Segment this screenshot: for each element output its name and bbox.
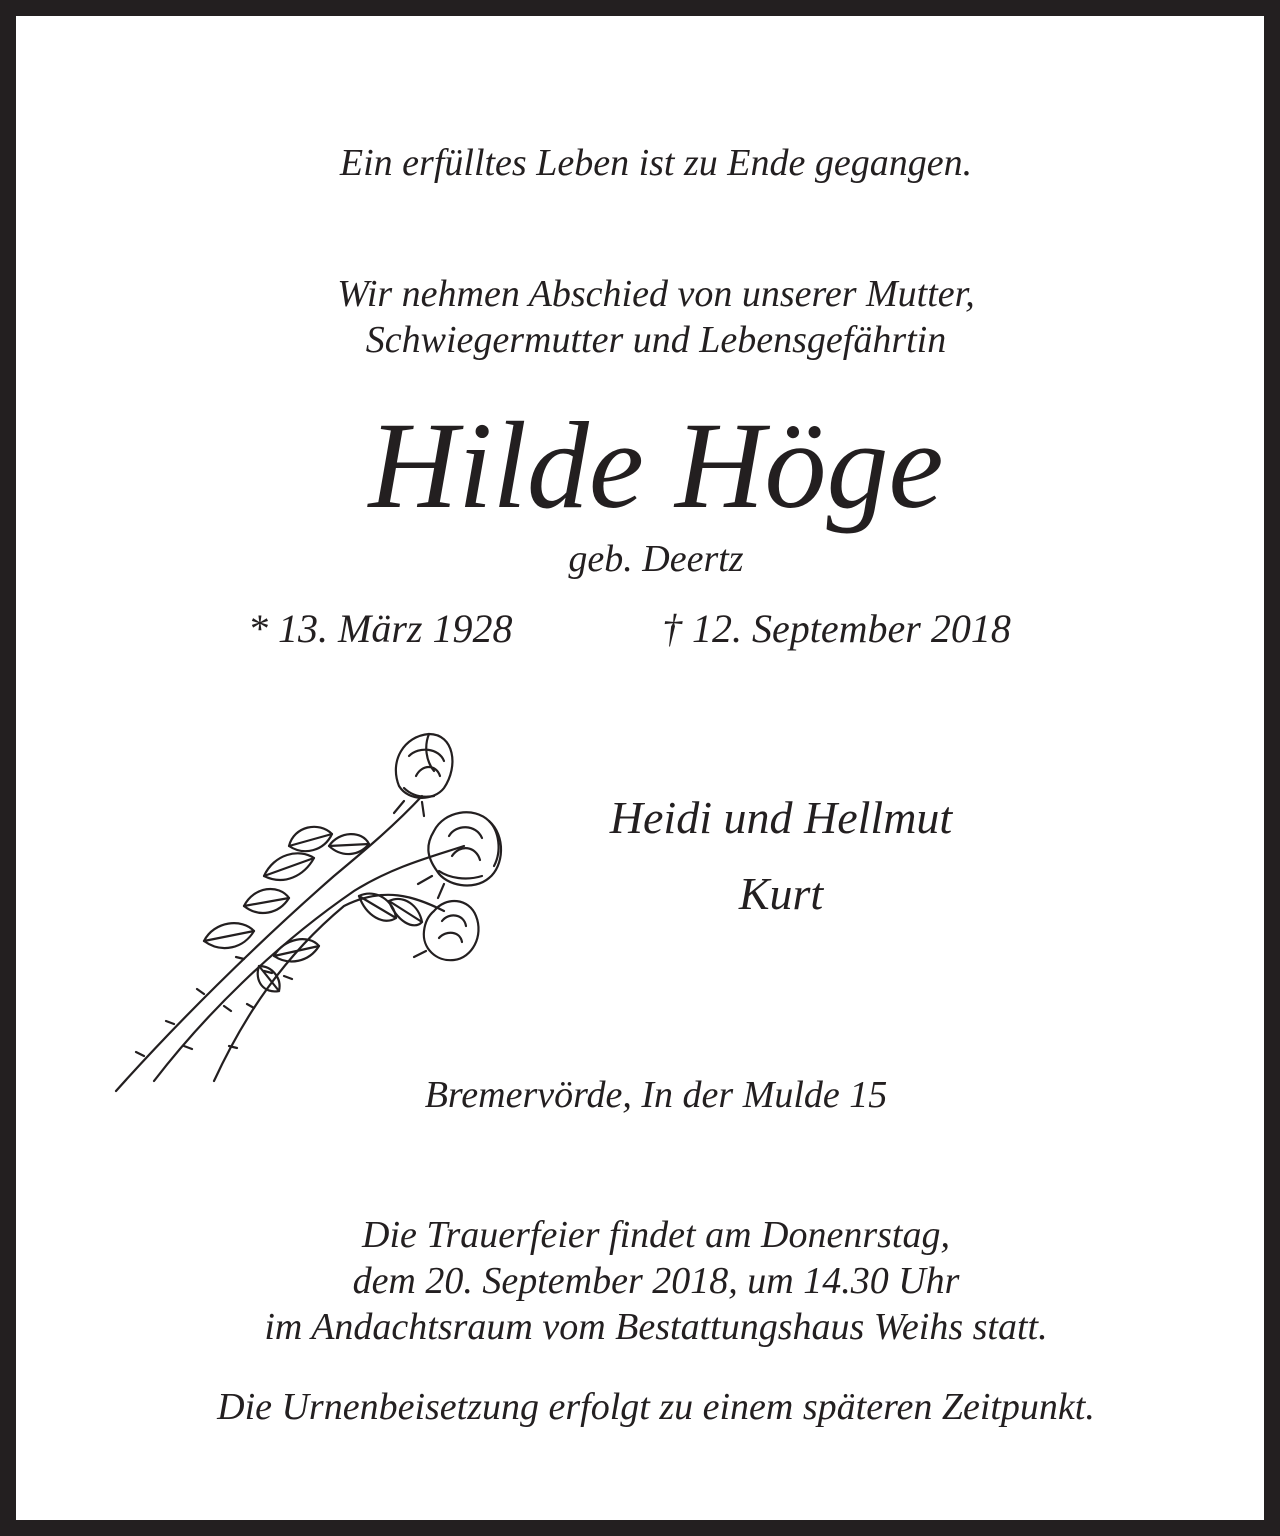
- farewell-line: Schwiegermutter und Lebensgefährtin: [365, 319, 947, 361]
- deceased-name: Hilde Höge: [368, 397, 944, 534]
- birth-date: * 13. März 1928: [248, 606, 513, 651]
- farewell-line: Wir nehmen Abschied von unserer Mutter,: [337, 273, 975, 315]
- maiden-name: geb. Deertz: [568, 538, 744, 580]
- urn-burial-notice: Die Urnenbeisetzung erfolgt zu einem späteren Zeitpunkt.: [217, 1386, 1095, 1428]
- mourners-line: Heidi und Hellmut: [609, 792, 953, 843]
- mourners-line: Kurt: [738, 868, 824, 919]
- farewell-text: [32, 271, 1280, 363]
- service-line: dem 20. September 2018, um 14.30 Uhr: [352, 1260, 960, 1302]
- address-text: Bremervörde, In der Mulde 15: [424, 1074, 888, 1116]
- life-dates: [32, 606, 1280, 652]
- roses-bouquet-icon: [104, 726, 524, 1106]
- service-line: im Andachtsraum vom Bestattungshaus Weihs statt.: [264, 1306, 1048, 1348]
- intro-text: Ein erfülltes Leben ist zu Ende gegangen.: [339, 142, 973, 184]
- service-line: Die Trauerfeier findet am Donenrstag,: [362, 1214, 950, 1256]
- funeral-service-info: [32, 1212, 1280, 1350]
- death-date: † 12. September 2018: [662, 606, 1011, 651]
